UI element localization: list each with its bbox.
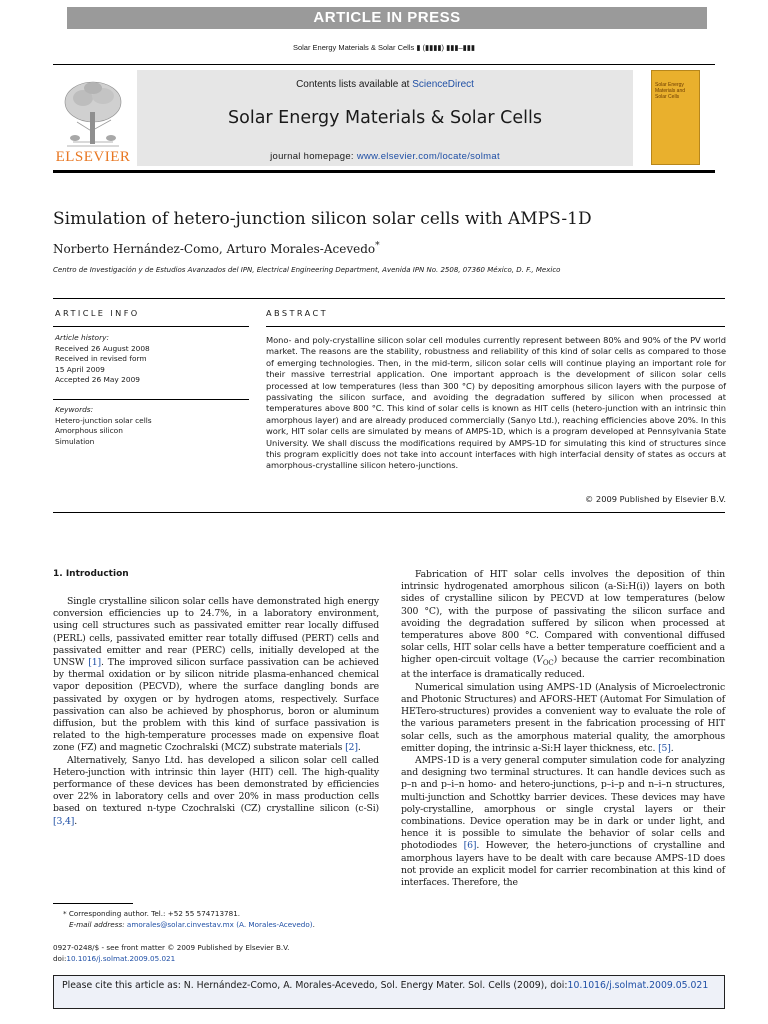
abstract-bottom-rule bbox=[53, 512, 725, 513]
email-link[interactable]: amorales@solar.cinvestav.mx bbox=[126, 919, 234, 929]
abstract-heading: ABSTRACT bbox=[266, 308, 329, 318]
footnote-email: E-mail address: amorales@solar.cinvestav.mx (A. Morales-Acevedo). bbox=[69, 919, 315, 929]
citation-link[interactable]: [6] bbox=[463, 840, 477, 852]
front-matter bbox=[53, 943, 289, 964]
keywords-label: Keywords: bbox=[55, 405, 94, 414]
paragraph: AMPS-1D is a very general computer simulation code for analyzing and designing two terminal structures. It can handle devices such as p–n and p–i–n homo- and hetero-junctions, p–i–p and n–i–n structures, multi-junction and Schottky barrier devices. These devices may have poly-crystalline, amorphous or single crystal layers or their combinations. Device operation may be in dark or under light, and hence it is possible to simulate the behavior of solar cells and photodiodes [6]. However, the hetero-junctions of crystalline and amorphous layers have to be dealt with care because AMPS-1D does not provide an explicit model for carrier recombination at this kind of interfaces. Therefore, the bbox=[401, 754, 725, 888]
history-item: Received in revised form bbox=[55, 354, 147, 364]
journal-cover-thumbnail bbox=[651, 70, 700, 165]
email-name-link[interactable]: (A. Morales-Acevedo) bbox=[236, 919, 313, 929]
abstract-rule bbox=[266, 326, 725, 327]
article-info-heading: ARTICLE INFO bbox=[55, 308, 140, 318]
paragraph: Numerical simulation using AMPS-1D (Analysis of Microelectronic and Photonic Structures) and AFORS-HET (Automat For Simulation of HETero-structures) provides a convenient way to evaluate the role of the various parameters present in the fabrication processing of HIT solar cells, such as the amorphous material quality, the amorphous emitter doping, the intrinsic a-Si:H layer thickness, etc. [5]. bbox=[401, 681, 725, 754]
paragraph: Alternatively, Sanyo Ltd. has developed a silicon solar cell called Hetero-junction with intrinsic thin layer (HIT) cell. The high-quality performance of these devices has been demonstrated by efficiencies over 22% in laboratory cells and over 20% in mass production cells based on textured n-type Czochralski (CZ) crystalline silicon (c-Si) [3,4]. bbox=[53, 754, 379, 827]
citation-link[interactable]: [5] bbox=[658, 742, 671, 754]
doi-link[interactable]: 10.1016/j.solmat.2009.05.021 bbox=[66, 953, 176, 963]
footnote-rule bbox=[53, 903, 133, 904]
keywords-rule bbox=[53, 399, 249, 400]
history-item: Accepted 26 May 2009 bbox=[55, 375, 140, 385]
header-rule bbox=[53, 64, 715, 65]
keyword: Hetero-junction solar cells bbox=[55, 415, 152, 425]
abstract-text: Mono- and poly-crystalline silicon solar cell modules currently represent between 80% and 90% of the PV world market. The reasons are the stability, robustness and reliability of this kind of solar cells as compared to those of emerging technologies. Then, in the mid-term, silicon solar cells will continue playing an important role for their massive terrestrial application. One important approach is the development of silicon solar cells processed at low temperatures (less than 300 °C) by depositing amorphous silicon layers with the purpose of passivating the silicon surface, and avoiding the degradation suffered by silicon when processed at temperatures above 800 °C. This kind of solar cells is known as HIT cells (hetero-junction with an intrinsic thin amorphous layer) and are already produced commercially (Sanyo Ltd.), reaching efficiencies above 20%. In this work, HIT solar cells are simulated by means of AMPS-1D, which is a program developed at Pennsylvania State University. We shall discuss the modifications required by AMPS-1D for simulating this kind of structures since this program explicitly does not take into account interfaces with high interfacial density of states as occurs at amorphous-crystalline silicon hetero-junctions. bbox=[266, 335, 726, 471]
homepage-link[interactable]: www.elsevier.com/locate/solmat bbox=[356, 151, 500, 162]
article-history bbox=[55, 333, 150, 386]
history-label: Article history: bbox=[55, 333, 109, 342]
paragraph: Fabrication of HIT solar cells involves the deposition of thin intrinsic hydrogenated amorphous silicon (a-Si:H(i)) layers on both sides of crystalline silicon by PECVD at low temperatures (below 300 °C), with the purpose of passivating the silicon surface and avoiding the degradation suffered by silicon when processed at temperatures above 800 °C. Compared with conventional diffused solar cells, HIT solar cells have a better temperature coefficient and a higher open-circuit voltage $(V_{OC})$ because the carrier recombination at the interface is dramatically reduced. bbox=[401, 569, 725, 681]
contents-line bbox=[137, 79, 633, 90]
author-list bbox=[53, 241, 380, 256]
journal-name: Solar Energy Materials & Solar Cells bbox=[228, 108, 542, 128]
introduction-heading: 1. Introduction bbox=[53, 569, 129, 579]
keyword: Simulation bbox=[55, 436, 95, 446]
doi-line: doi:10.1016/j.solmat.2009.05.021 bbox=[53, 953, 176, 963]
article-info-rule bbox=[53, 326, 249, 327]
citation-link[interactable]: [2] bbox=[345, 742, 358, 754]
history-item: 15 April 2009 bbox=[55, 364, 105, 374]
keywords bbox=[55, 405, 152, 447]
abstract-copyright: © 2009 Published by Elsevier B.V. bbox=[585, 494, 726, 504]
history-item: Received 26 August 2008 bbox=[55, 343, 150, 353]
issn-line: 0927-0248/$ - see front matter © 2009 Published by Elsevier B.V. bbox=[53, 943, 290, 952]
masthead-rule bbox=[53, 170, 715, 173]
affiliation: Centro de Investigación y de Estudios Avanzados del IPN, Electrical Engineering Department, Avenida IPN No. 2508, 07360 México, D. F., Mexico bbox=[53, 266, 561, 274]
sciencedirect-link[interactable]: ScienceDirect bbox=[412, 79, 474, 90]
citation-box bbox=[53, 975, 725, 1009]
homepage-prefix: journal homepage: bbox=[270, 151, 357, 162]
publisher-name: ELSEVIER bbox=[55, 149, 131, 165]
contents-prefix: Contents lists available at bbox=[296, 79, 413, 90]
body-column-right bbox=[401, 569, 725, 889]
citation-doi-link[interactable]: 10.1016/j.solmat.2009.05.021 bbox=[567, 980, 709, 991]
citation-text: Please cite this article as: N. Hernández-Como, A. Morales-Acevedo, Sol. Energy Mater. Sol. Cells (2009), doi: bbox=[62, 980, 568, 991]
authors: Norberto Hernández-Como, Arturo Morales-Acevedo bbox=[53, 242, 376, 256]
top-section-rule bbox=[53, 298, 725, 299]
keyword: Amorphous silicon bbox=[55, 426, 123, 436]
corresponding-author-footnote bbox=[53, 909, 315, 930]
journal-homepage bbox=[137, 151, 633, 162]
footnote-tel: * Corresponding author. Tel.: +52 55 574713781. bbox=[63, 909, 241, 918]
body-column-left bbox=[53, 596, 379, 828]
running-header: Solar Energy Materials & Solar Cells ▮ (▮▮▮▮) ▮▮▮–▮▮▮ bbox=[292, 43, 476, 52]
corresponding-author-mark[interactable]: * bbox=[375, 241, 380, 251]
citation-link[interactable]: [3,4] bbox=[53, 815, 75, 827]
citation-link[interactable]: [1] bbox=[88, 657, 101, 669]
cover-title: Solar Energy Materials and Solar Cells bbox=[655, 82, 686, 100]
paragraph: Single crystalline silicon solar cells have demonstrated high energy conversion efficiencies up to 24.7%, in a laboratory environment, using cell structures such as passivated emitter rear locally diffused (PERL) cells, passivated emitter rear totally diffused (PERT) cells and passivated emitter and rear (PERC) cells, initially developed at the UNSW [1]. The improved silicon surface passivation can be achieved by thermal oxidation or by silicon nitride plasma-enhanced chemical vapor deposition (PECVD), where the surface dangling bonds are passivated by oxygen or by hydrogen atoms, respectively. Surface passivation can also be achieved by phosphorus, boron or aluminum diffusion, but the problem with this kind of surface passivation is related to the high-temperature processes made on expensive float zone (FZ) and magnetic Czochralski (MCZ) substrate materials [2]. bbox=[53, 596, 379, 754]
article-in-press-banner: ARTICLE IN PRESS bbox=[67, 7, 707, 29]
article-title: Simulation of hetero-junction silicon solar cells with AMPS-1D bbox=[53, 209, 592, 229]
